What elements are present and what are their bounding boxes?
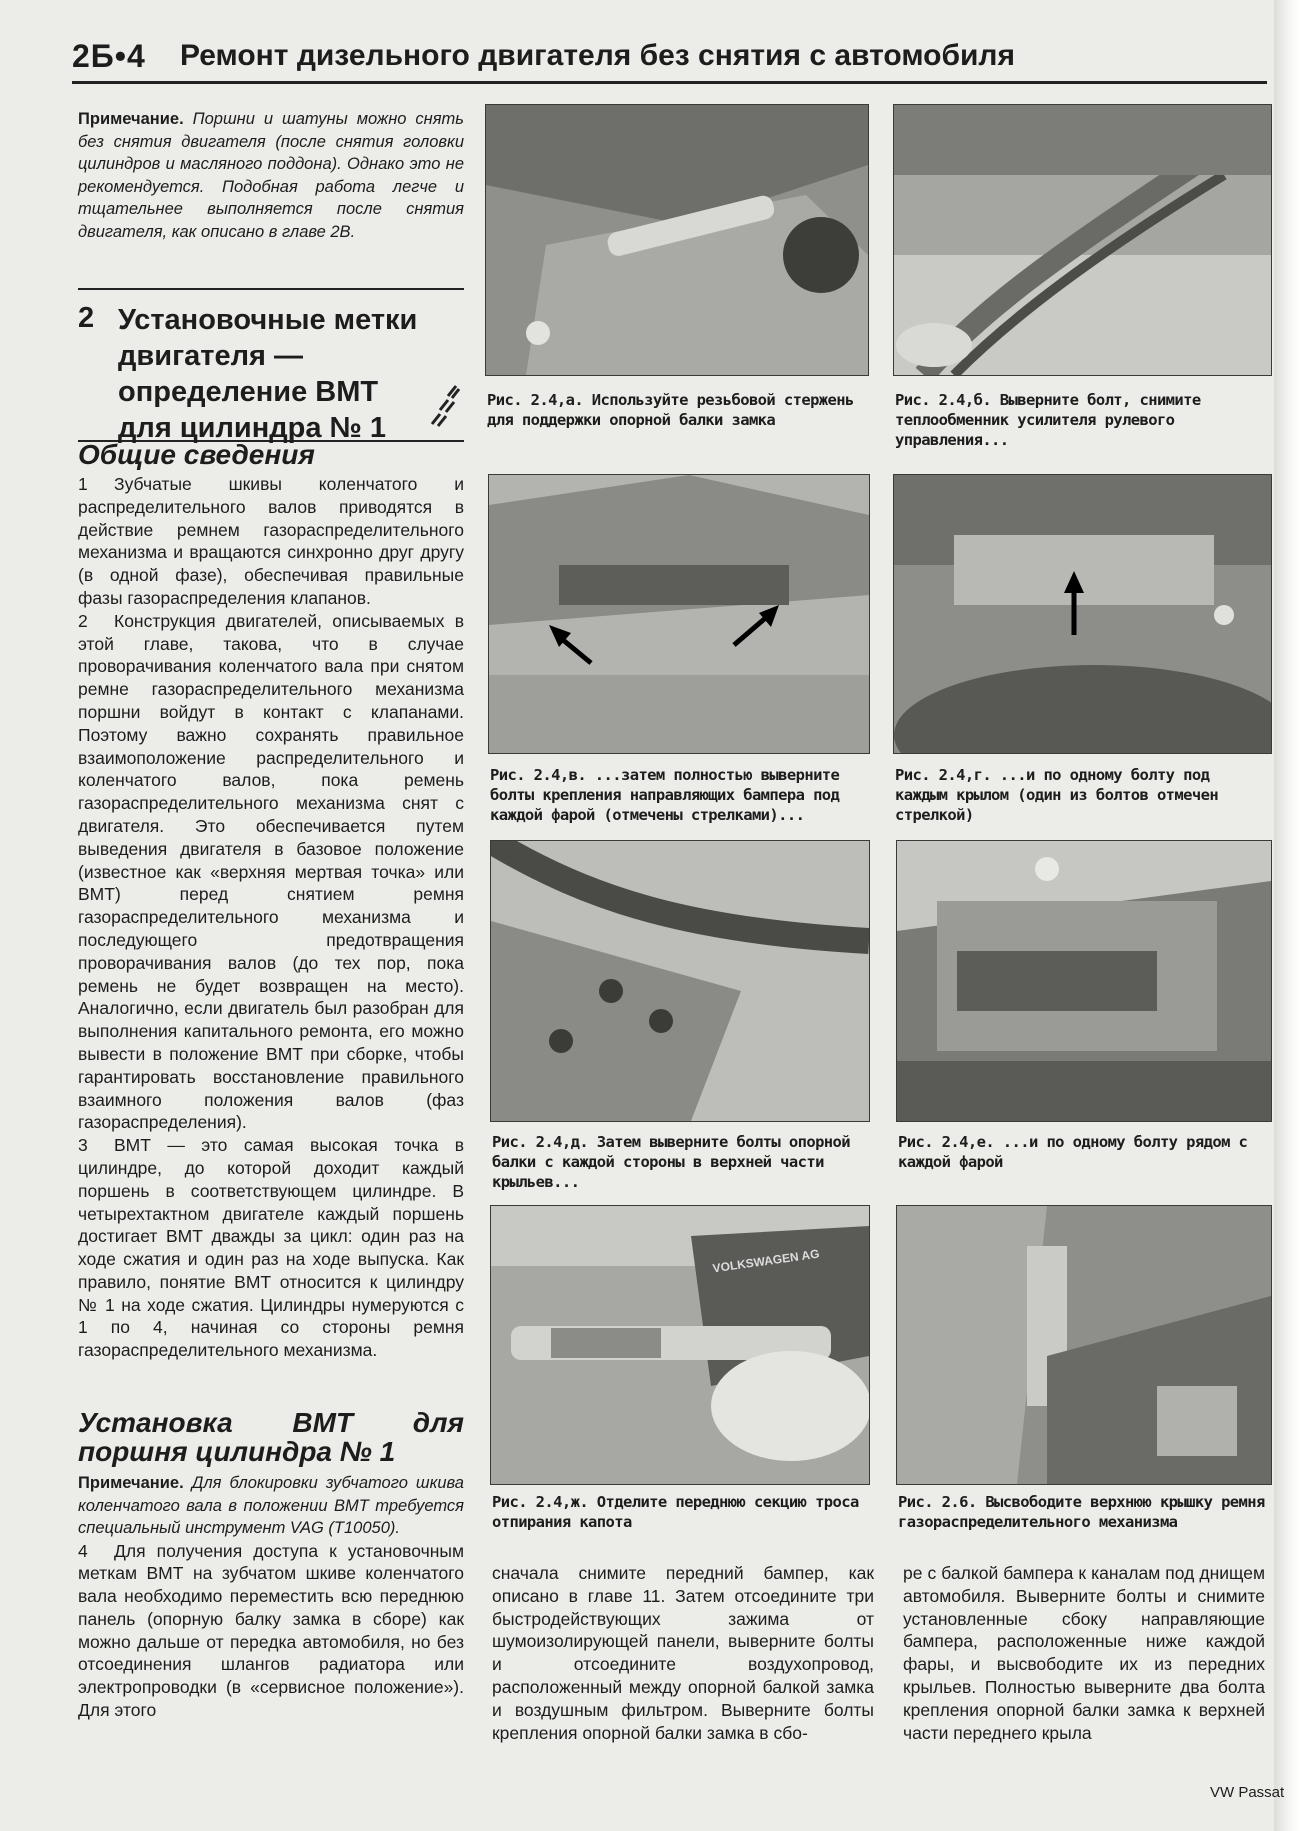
right-text: ре с балкой бампера к каналам под днищем автомобиля. Выверните болты и снимите установленные сбоку направляющие бампера, расположенные ниже каждой фары, и высвободите их из передних крыльев. Полностью выверните два болта крепления опорной балки замка к верхней части переднего крыла [903,1563,1265,1743]
paragraph-1-text: Зубчатые шкивы коленчатого и распределительного валов приводятся в действие ремнем газораспределительного механизма и вращаются синхронно друг другу (в одной фазе), обеспечивая правильные фазы газораспределения клапанов. [78,474,464,608]
caption-2-4a: Рис. 2.4,а. Используйте резьбовой стержень для поддержки опорной балки замка [487,391,854,429]
caption-2-4d: Рис. 2.4,д. Затем выверните болты опорной балки с каждой стороны в верхней части крыльев... [492,1133,851,1191]
install-note-label: Примечание. [78,1474,184,1492]
figure-2-4b [893,104,1272,376]
figure-2-4zh [490,1205,870,1485]
figure-2-4g [893,474,1272,754]
intro-note-label: Примечание. [78,110,184,128]
figure-2-4e [896,840,1272,1122]
right-text-column [903,1562,1265,1744]
paragraph-1 [78,473,464,610]
install-section [78,1408,464,1722]
install-heading: Установка ВМТ для поршня цилиндра № 1 [78,1407,464,1467]
intro-note [78,108,464,243]
middle-text: сначала снимите передний бампер, как описано в главе 11. Затем отсоедините три быстродействующих зажима от шумоизолирующей панели, выверните болты и отсоедините воздухопровод, расположенный между опорной балкой замка и воздушным фильтром. Выверните болты крепления опорной балки замка в сбо- [492,1563,874,1743]
header-rule [72,81,1267,84]
page-title: Ремонт дизельного двигателя без снятия с автомобиля [180,39,1015,72]
caption-2-4b: Рис. 2.4,б. Выверните болт, снимите теплообменник усилителя рулевого управления... [895,391,1201,449]
figure-2-4d [490,840,870,1122]
paragraph-3-text: ВМТ — это самая высокая точка в цилиндре, до которой доходит каждый поршень в соответствующем цилиндре. В четырехтактном двигателе каждый поршень достигает ВМТ дважды за цикл: один раз на ходе сжатия и один раз на ходе выпуска. Как правило, понятие ВМТ относится к цилиндру № 1 на ходе сжатия. Цилиндры нумеруются с 1 по 4, начиная со стороны ремня газораспределительного механизма. [78,1135,464,1361]
paragraph-2-number: 2 [78,610,88,631]
paragraph-4-text: Для получения доступа к установочным меткам ВМТ на зубчатом шкиве коленчатого вала необходимо переместить всю переднюю панель (опорную балку замка в сборе) как можно дальше от передка автомобиля, но без отсоединения шлангов радиатора или электропроводки (в «сервисное положение»). Для этого [78,1540,464,1721]
page-number: 2Б•4 [72,38,146,74]
vw-plate-label: VOLKSWAGEN AG [711,1246,821,1276]
paragraph-1-number: 1 [78,474,88,494]
page-header [72,38,1267,82]
caption-2-4v: Рис. 2.4,в. ...затем полностью выверните болты крепления направляющих бампера под каждой фарой (отмечены стрелками)... [490,766,840,824]
paragraph-3 [78,1134,464,1362]
general-section [78,440,464,1362]
caption-2-4zh: Рис. 2.4,ж. Отделите переднюю секцию троса отпирания капота [492,1493,859,1531]
footer-model: VW Passat [1210,1784,1285,1801]
section-title: Установочные метки двигателя — определение ВМТ для цилиндра № 1 [118,304,418,444]
figure-2-6 [896,1205,1272,1485]
install-note-text: Для блокировки зубчатого шкива коленчатого вала в положении ВМТ требуется специальный инструмент VAG (T10050). [78,1474,464,1537]
figure-2-4a [485,104,869,376]
section-number: 2 [78,302,95,334]
paragraph-4-number: 4 [78,1540,88,1561]
paragraph-2 [78,610,464,1134]
difficulty-tools-icon [426,374,460,432]
intro-note-text: Поршни и шатуны можно снять без снятия двигателя (после снятия головки цилиндров и масляного поддона). Однако это не рекомендуется. Подобная работа легче и тщательнее выполняется после снятия двигателя, как описано в главе 2В. [78,110,464,241]
middle-text-column [492,1562,874,1744]
page-edge [1274,0,1300,1831]
caption-2-4e: Рис. 2.4,е. ...и по одному болту рядом с каждой фарой [898,1133,1248,1171]
caption-2-4g: Рис. 2.4,г. ...и по одному болту под каждым крылом (один из болтов отмечен стрелкой) [895,766,1219,824]
install-note [78,1472,464,1540]
caption-2-6: Рис. 2.6. Высвободите верхнюю крышку ремня газораспределительного механизма [898,1493,1265,1531]
paragraph-4 [78,1540,464,1722]
paragraph-2-text: Конструкция двигателей, описываемых в этой главе, такова, что в случае проворачивания коленчатого вала при снятом ремне газораспределительного механизма поршни войдут в контакт с клапанами. Поэтому важно сохранять правильное взаимоположение распределительного и коленчатого валов, пока ремень газораспределительного механизма снят с двигателя. Это обеспечивается путем выведения двигателя в базовое положение (известное как «верхняя мертвая точка» или ВМТ) перед снятием ремня газораспределительного механизма и последующего предотвращения проворачивания валов (до тех пор, пока ремень не будет возвращен на место). Аналогично, если двигатель был разобран для выполнения капитального ремонта, его можно вывести в положение ВМТ при сборке, чтобы гарантировать восстановление правильного взаимного положения валов (фаз газораспределения). [78,610,464,1133]
figure-2-4v [488,474,870,754]
paragraph-3-number: 3 [78,1135,88,1156]
section-heading [78,288,464,442]
general-heading: Общие сведения [78,439,315,470]
